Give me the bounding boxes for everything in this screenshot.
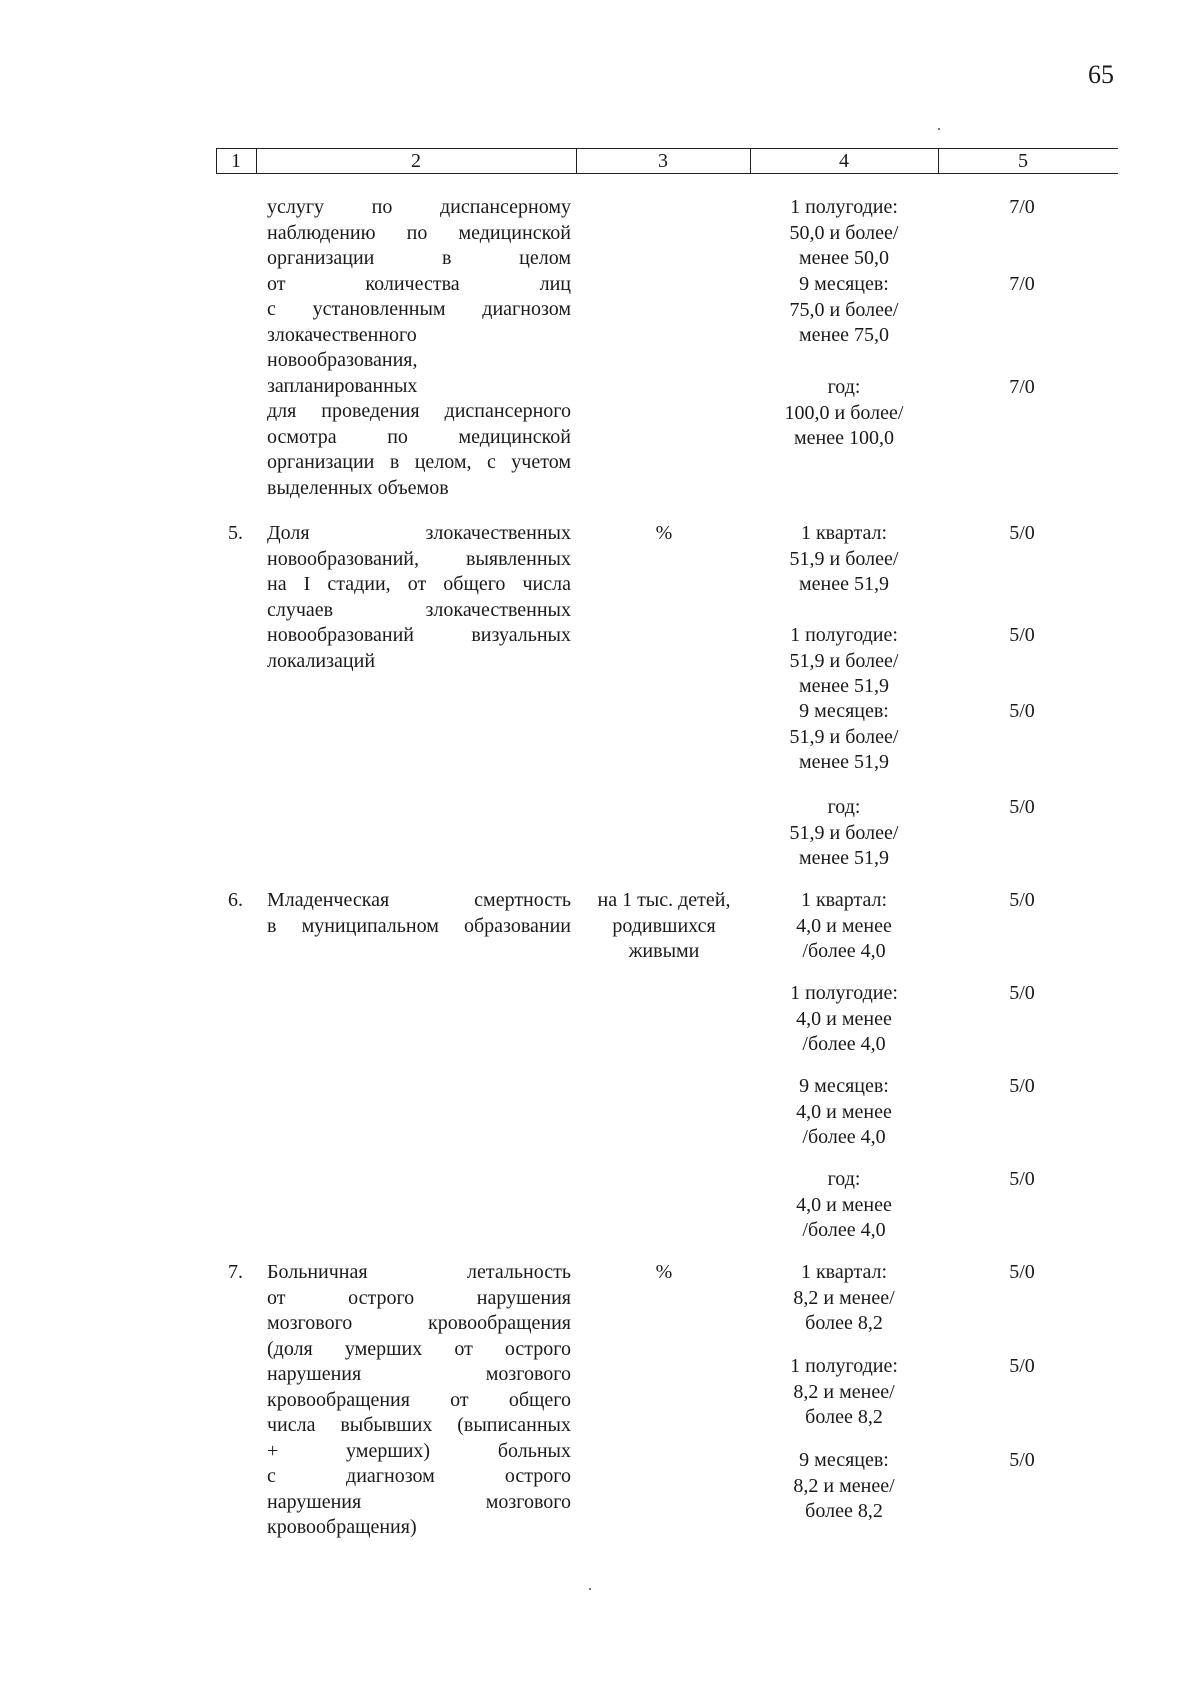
header-col-3: 3 (658, 150, 668, 172)
period-label: 1 квартал: (800, 1261, 888, 1283)
unit-line: живыми (628, 940, 700, 962)
indicator-description (267, 1260, 571, 1541)
desc-line: нарушения мозгового (267, 1490, 571, 1513)
period-value: 51,9 и более/ (789, 547, 899, 570)
desc-line: наблюдению по медицинской (267, 221, 571, 244)
score: 5/0 (1009, 1168, 1035, 1190)
desc-line: новообразований визуальных (267, 624, 571, 646)
score: 5/0 (1009, 624, 1035, 646)
period-target (752, 375, 936, 452)
unit-line: родившихся (612, 914, 716, 937)
desc-line: от острого нарушения (267, 1286, 571, 1309)
period-label: 9 месяцев: (799, 1075, 889, 1097)
period-value: /более 4,0 (802, 940, 886, 962)
period-value: 4,0 и менее (796, 1007, 892, 1030)
score: 7/0 (1009, 273, 1035, 295)
period-target (752, 1074, 936, 1151)
score: 7/0 (1009, 376, 1035, 398)
desc-line: случаев злокачественных (267, 598, 571, 621)
desc-line: с диагнозом острого (267, 1465, 571, 1487)
desc-line: кровообращения) (267, 1516, 417, 1538)
scan-speck (589, 1588, 591, 1590)
desc-line: Младенческая смертность (267, 889, 571, 911)
period-label: 9 месяцев: (799, 1449, 889, 1471)
indicator-description (267, 195, 571, 501)
period-label: 1 полугодие: (790, 1355, 898, 1377)
scan-speck (938, 128, 940, 130)
period-value: 4,0 и менее (796, 1193, 892, 1216)
indicator-description (267, 888, 571, 939)
score: 7/0 (1009, 196, 1035, 218)
period-target (752, 981, 936, 1058)
period-value: 4,0 и менее (796, 1100, 892, 1123)
score: 5/0 (1009, 982, 1035, 1004)
period-label: год: (827, 796, 861, 818)
score: 5/0 (1009, 1261, 1035, 1283)
unit: % (655, 522, 673, 544)
period-value: менее 50,0 (799, 247, 889, 269)
desc-line: с установленным диагнозом (267, 298, 571, 320)
desc-line: организации в целом, с учетом (267, 451, 571, 473)
period-label: год: (827, 376, 861, 398)
period-value: 51,9 и более/ (789, 649, 899, 672)
period-value: /более 4,0 (802, 1219, 886, 1241)
period-label: 1 полугодие: (790, 196, 898, 218)
header-col-4: 4 (839, 150, 849, 172)
period-label: 9 месяцев: (799, 700, 889, 722)
desc-line: осмотра по медицинской (267, 425, 571, 448)
period-value: более 8,2 (805, 1312, 883, 1334)
desc-line: кровообращения от общего (267, 1388, 571, 1411)
period-label: 1 полугодие: (790, 982, 898, 1004)
unit-line: на 1 тыс. детей, (597, 889, 731, 911)
score: 5/0 (1009, 889, 1035, 911)
score: 5/0 (1009, 522, 1035, 544)
period-value: 8,2 и менее/ (793, 1286, 895, 1309)
period-label: 1 квартал: (800, 889, 888, 911)
period-target (752, 1448, 936, 1525)
period-target (752, 795, 936, 872)
period-target (752, 699, 936, 776)
desc-line: мозгового кровообращения (267, 1312, 571, 1334)
desc-line: злокачественного (267, 323, 417, 346)
period-target (752, 1167, 936, 1244)
desc-line: выделенных объемов (267, 476, 449, 499)
desc-line: запланированных (267, 374, 418, 397)
period-value: менее 51,9 (799, 675, 889, 697)
desc-line: в муниципальном образовании (267, 914, 571, 937)
row-number: 7. (228, 1261, 243, 1283)
score: 5/0 (1009, 1355, 1035, 1377)
score: 5/0 (1009, 796, 1035, 818)
score: 5/0 (1009, 700, 1035, 722)
row-number: 5. (228, 522, 243, 544)
period-value: 8,2 и менее/ (793, 1474, 895, 1497)
desc-line: Больничная летальность (267, 1261, 571, 1283)
period-value: 51,9 и более/ (789, 821, 899, 844)
desc-line: (доля умерших от острого (267, 1337, 571, 1360)
period-label: 1 квартал: (800, 522, 888, 544)
unit: % (655, 1261, 673, 1283)
period-value: менее 51,9 (799, 751, 889, 773)
row-number: 6. (228, 889, 243, 911)
desc-line: организации в целом (267, 247, 571, 269)
period-label: год: (827, 1168, 861, 1190)
period-target (752, 623, 936, 700)
period-label: 1 полугодие: (790, 624, 898, 646)
period-value: 8,2 и менее/ (793, 1380, 895, 1403)
period-value: /более 4,0 (802, 1126, 886, 1148)
period-target (752, 195, 936, 272)
period-value: менее 100,0 (794, 427, 894, 449)
desc-line: новообразований, выявленных (267, 547, 571, 570)
desc-line: Доля злокачественных (267, 522, 571, 544)
page-number: 65 (1088, 60, 1114, 89)
period-value: 50,0 и более/ (789, 221, 899, 244)
score: 5/0 (1009, 1449, 1035, 1471)
period-value: 51,9 и более/ (789, 725, 899, 748)
desc-line: новообразования, (267, 349, 418, 371)
period-value: более 8,2 (805, 1500, 883, 1522)
header-col-2: 2 (411, 150, 421, 172)
desc-line: + умерших) больных (267, 1439, 571, 1462)
desc-line: услугу по диспансерному (267, 196, 571, 218)
period-value: более 8,2 (805, 1406, 883, 1428)
score: 5/0 (1009, 1075, 1035, 1097)
header-col-1: 1 (231, 150, 241, 172)
period-value: 75,0 и более/ (789, 298, 899, 321)
period-label: 9 месяцев: (799, 273, 889, 295)
period-value: 100,0 и более/ (784, 401, 904, 424)
desc-line: на I стадии, от общего числа (267, 573, 571, 595)
period-value: /более 4,0 (802, 1033, 886, 1055)
unit (580, 888, 748, 965)
period-target (752, 1260, 936, 1337)
desc-line: от количества лиц (267, 272, 571, 295)
desc-line: для проведения диспансерного (267, 400, 571, 422)
desc-line: локализаций (267, 649, 376, 672)
desc-line: числа выбывших (выписанных (267, 1414, 571, 1436)
period-value: менее 51,9 (799, 573, 889, 595)
period-value: менее 75,0 (799, 324, 889, 346)
period-value: 4,0 и менее (796, 914, 892, 937)
indicator-description (267, 521, 571, 674)
period-target (752, 888, 936, 965)
desc-line: нарушения мозгового (267, 1363, 571, 1385)
header-col-5: 5 (1018, 150, 1028, 172)
period-target (752, 272, 936, 349)
period-value: менее 51,9 (799, 847, 889, 869)
period-target (752, 521, 936, 598)
period-target (752, 1354, 936, 1431)
